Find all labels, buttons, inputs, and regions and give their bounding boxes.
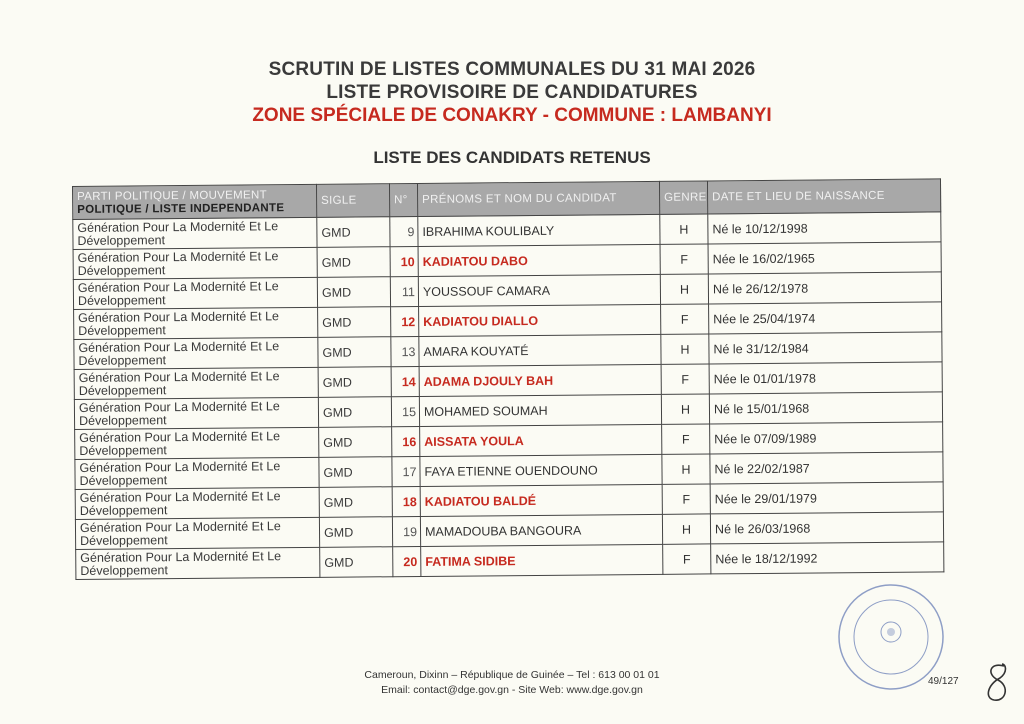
candidate-number: 17 — [392, 456, 420, 486]
document-header — [0, 58, 1024, 168]
candidate-name: MAMADOUBA BANGOURA — [420, 514, 662, 546]
candidate-party: Génération Pour La Modernité Et Le Développement — [74, 307, 318, 339]
column-header-number: N° — [389, 183, 417, 216]
section-title: LISTE DES CANDIDATS RETENUS — [373, 148, 651, 167]
column-header-genre: GENRE — [659, 181, 707, 214]
candidate-sigle: GMD — [318, 307, 391, 338]
candidate-genre: F — [661, 304, 709, 334]
candidate-sigle: GMD — [318, 337, 391, 368]
candidate-birth: Née le 25/04/1974 — [709, 302, 942, 334]
candidate-birth: Née le 18/12/1992 — [711, 542, 944, 574]
candidate-sigle: GMD — [318, 367, 391, 398]
candidate-name: MOHAMED SOUMAH — [419, 394, 661, 426]
zone-title: ZONE SPÉCIALE DE CONAKRY - COMMUNE : LAMBANYI — [252, 105, 772, 126]
candidate-number: 10 — [390, 246, 418, 276]
candidate-name: KADIATOU BALDÉ — [420, 484, 662, 516]
table-row — [76, 542, 944, 580]
candidate-name: FAYA ETIENNE OUENDOUNO — [420, 454, 662, 486]
list-title: LISTE PROVISOIRE DE CANDIDATURES — [326, 82, 698, 103]
candidate-birth: Né le 31/12/1984 — [709, 332, 942, 364]
candidate-genre: H — [660, 214, 708, 244]
candidates-table-wrapper — [72, 178, 943, 580]
candidate-name: KADIATOU DIALLO — [419, 304, 661, 336]
candidate-sigle: GMD — [317, 217, 390, 248]
candidate-genre: F — [663, 544, 711, 574]
column-header-birth: DATE ET LIEU DE NAISSANCE — [707, 179, 940, 214]
candidate-number: 14 — [391, 366, 419, 396]
page-footer — [0, 668, 1024, 698]
candidate-name: AMARA KOUYATÉ — [419, 334, 661, 366]
candidate-number: 19 — [392, 516, 420, 546]
candidate-number: 18 — [392, 486, 420, 516]
candidate-party: Génération Pour La Modernité Et Le Développement — [73, 217, 317, 249]
page-number: 49/127 — [928, 676, 959, 687]
candidate-party: Génération Pour La Modernité Et Le Développement — [75, 427, 319, 459]
election-title: SCRUTIN DE LISTES COMMUNALES DU 31 MAI 2026 — [268, 59, 756, 80]
candidate-sigle: GMD — [319, 487, 392, 518]
candidate-name: FATIMA SIDIBE — [421, 544, 663, 576]
candidate-genre: F — [661, 364, 709, 394]
candidate-party: Génération Pour La Modernité Et Le Développement — [76, 547, 320, 579]
candidate-number: 12 — [391, 306, 419, 336]
candidate-name: KADIATOU DABO — [418, 244, 660, 276]
candidate-number: 16 — [392, 426, 420, 456]
candidate-genre: H — [661, 334, 709, 364]
candidate-name: YOUSSOUF CAMARA — [418, 274, 660, 306]
candidate-number: 15 — [391, 396, 419, 426]
candidate-genre: F — [662, 424, 710, 454]
candidate-genre: F — [660, 244, 708, 274]
column-header-name: PRÉNOMS ET NOM DU CANDIDAT — [417, 181, 659, 216]
candidate-sigle: GMD — [320, 547, 393, 578]
candidate-party: Génération Pour La Modernité Et Le Développement — [74, 367, 318, 399]
candidate-party: Génération Pour La Modernité Et Le Développement — [73, 247, 317, 279]
candidate-party: Génération Pour La Modernité Et Le Développement — [75, 517, 319, 549]
candidate-birth: Né le 15/01/1968 — [709, 392, 942, 424]
candidate-party: Génération Pour La Modernité Et Le Développement — [75, 487, 319, 519]
candidates-table — [72, 178, 944, 580]
candidate-birth: Née le 01/01/1978 — [709, 362, 942, 394]
candidate-genre: H — [662, 454, 710, 484]
candidate-sigle: GMD — [318, 397, 391, 428]
candidate-name: ADAMA DJOULY BAH — [419, 364, 661, 396]
candidate-birth: Né le 10/12/1998 — [708, 212, 941, 244]
footer-address: Cameroun, Dixinn – République de Guinée – Tel : 613 00 01 01 — [364, 669, 660, 681]
candidate-birth: Née le 16/02/1965 — [708, 242, 941, 274]
candidate-birth: Né le 26/12/1978 — [708, 272, 941, 304]
candidate-birth: Née le 29/01/1979 — [710, 482, 943, 514]
candidate-party: Génération Pour La Modernité Et Le Développement — [74, 337, 318, 369]
candidate-sigle: GMD — [319, 457, 392, 488]
candidate-birth: Né le 22/02/1987 — [710, 452, 943, 484]
column-header-sigle: SIGLE — [316, 184, 389, 218]
candidate-sigle: GMD — [319, 517, 392, 548]
candidate-party: Génération Pour La Modernité Et Le Développement — [73, 277, 317, 309]
candidate-birth: Née le 07/09/1989 — [710, 422, 943, 454]
candidate-sigle: GMD — [317, 247, 390, 278]
candidate-party: Génération Pour La Modernité Et Le Développement — [75, 457, 319, 489]
candidate-birth: Né le 26/03/1968 — [710, 512, 943, 544]
candidate-number: 11 — [390, 276, 418, 306]
candidate-name: IBRAHIMA KOULIBALY — [418, 214, 660, 246]
candidate-number: 9 — [390, 216, 418, 246]
candidate-genre: H — [660, 274, 708, 304]
candidate-number: 20 — [393, 546, 421, 576]
candidate-genre: H — [661, 394, 709, 424]
footer-contact: Email: contact@dge.gov.gn - Site Web: www.dge.gov.gn — [381, 684, 643, 696]
candidate-genre: H — [662, 514, 710, 544]
candidate-name: AISSATA YOULA — [420, 424, 662, 456]
candidate-sigle: GMD — [317, 277, 390, 308]
candidate-genre: F — [662, 484, 710, 514]
candidate-party: Génération Pour La Modernité Et Le Développement — [74, 397, 318, 429]
candidate-sigle: GMD — [319, 427, 392, 458]
handwritten-signature — [982, 660, 1012, 706]
column-header-party: PARTI POLITIQUE / MOUVEMENT POLITIQUE / LISTE INDEPENDANTE — [73, 184, 317, 219]
candidate-number: 13 — [391, 336, 419, 366]
